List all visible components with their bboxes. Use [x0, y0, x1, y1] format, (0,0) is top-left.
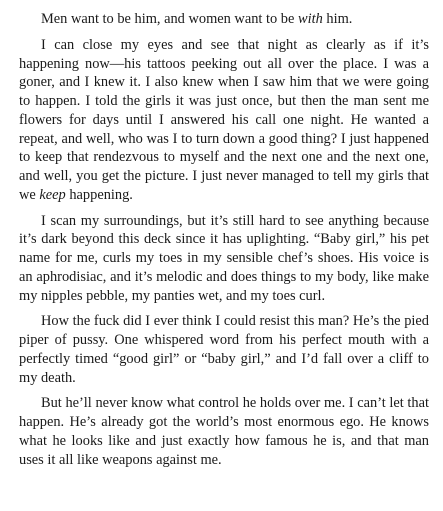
text-segment: But he’ll never know what control he holds over me. I can’t let that happen. He’s already got the world’s most enormous ego. He knows what he looks like and just exactly how famous he is, and that man uses it all like weapons against me. [19, 395, 429, 468]
text-segment: I can close my eyes and see that night as clearly as if it’s happening now—his tattoos peeking out all over the place. I was a goner, and I knew it. I also knew when I saw him that we were going to happen. I told the girls it was just once, but then the man sent me flowers for days until I answered his call one night. He wanted a repeat, and well, who was I to turn down a good thing? I just happened to keep that rendezvous to myself and the next one and the next one, and well, you get the picture. I just never managed to tell my girls that we [19, 36, 429, 203]
text-segment: Men want to be him, and women want to be [41, 11, 298, 27]
paragraph [19, 36, 429, 205]
paragraph [19, 212, 429, 306]
paragraph [19, 10, 429, 29]
text-segment: I scan my surroundings, but it’s still hard to see anything because it’s dark beyond this deck since it has uplighting. “Baby girl,” his pet name for me, curls my toes in my sensible chef’s shoes. His voice is an aphrodisiac, and it’s melodic and does things to my body, like make my nipples pebble, my panties wet, and my toes curl. [19, 212, 429, 304]
italic-text-segment: keep [39, 186, 66, 203]
paragraph [19, 312, 429, 387]
text-segment: How the fuck did I ever think I could resist this man? He’s the pied piper of pussy. One whispered word from his perfect mouth with a perfectly timed “good girl” or “baby girl,” and I’d fall over a cliff to my death. [19, 313, 429, 386]
text-segment: him. [322, 11, 353, 27]
italic-text-segment: with [297, 11, 323, 27]
text-segment: happening. [65, 186, 133, 203]
book-page [19, 0, 429, 469]
paragraph [19, 394, 429, 469]
